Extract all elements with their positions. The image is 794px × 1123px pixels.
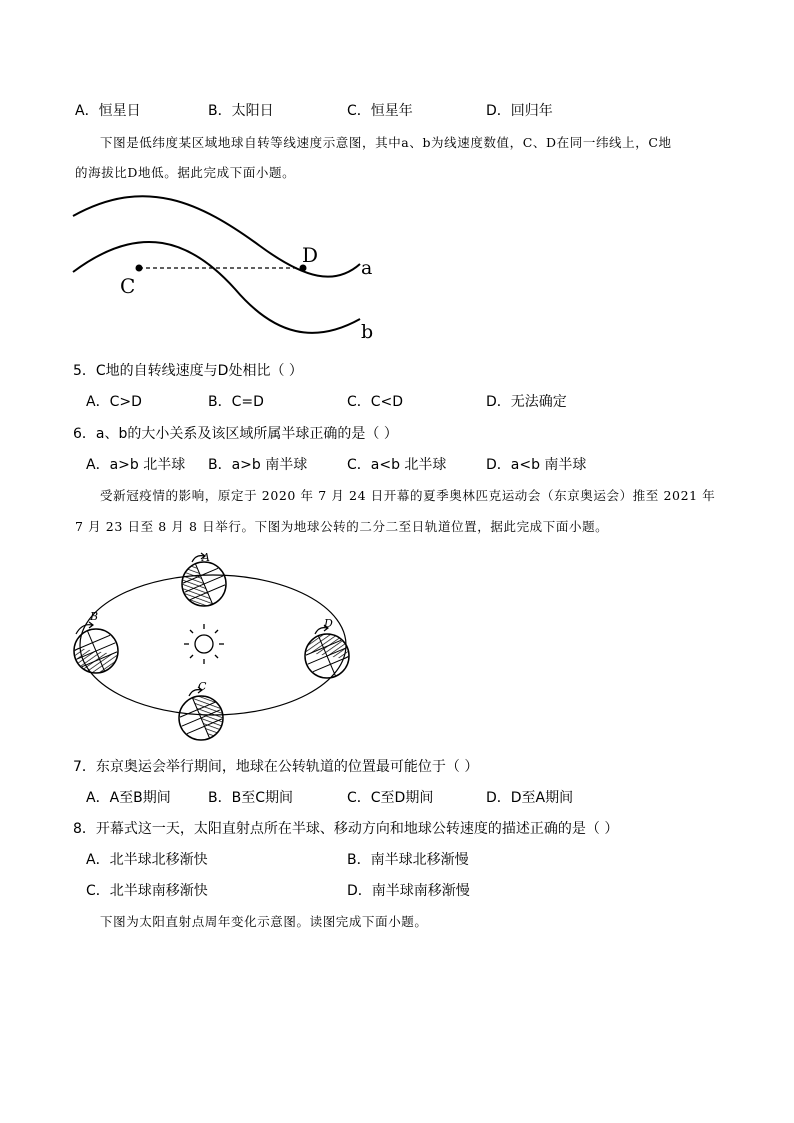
orbit-diagram	[70, 548, 370, 748]
label-c: C	[198, 680, 207, 693]
q8-stem: 8．开幕式这一天，太阳直射点所在半球、移动方向和地球公转速度的描述正确的是（ ）	[73, 821, 619, 837]
label-a: A	[202, 551, 210, 564]
label-d: D	[324, 617, 333, 630]
label-a: a	[361, 257, 373, 279]
q6-option-c: C．a<b 北半球	[347, 457, 447, 473]
intro1-line2: 的海拔比D地低。据此完成下面小题。	[75, 165, 296, 180]
q6-stem: 6．a、b的大小关系及该区域所属半球正确的是（ ）	[73, 426, 398, 442]
intro1-line1: 下图是低纬度某区域地球自转等线速度示意图，其中a、b为线速度数值，C、D在同一纬线上，C地	[100, 135, 672, 150]
q5-stem: 5．C地的自转线速度与D处相比（ ）	[73, 363, 303, 379]
q7-stem: 7．东京奥运会举行期间，地球在公转轨道的位置最可能位于（ ）	[73, 759, 479, 775]
earth-position-b	[68, 622, 124, 679]
q5-option-b: B．C=D	[208, 394, 264, 410]
point-c-dot	[136, 265, 143, 272]
q5-option-d: D．无法确定	[486, 394, 567, 410]
q5-option-a: A．C>D	[86, 394, 142, 410]
intro3-line1: 下图为太阳直射点周年变化示意图。读图完成下面小题。	[100, 914, 428, 929]
q4-option-a: A．恒星日	[75, 103, 141, 119]
q7-option-a: A．A至B期间	[86, 790, 171, 806]
q5-option-c: C．C<D	[347, 394, 404, 410]
earth-position-d	[299, 625, 355, 684]
label-d: D	[302, 243, 319, 267]
sun-icon	[184, 624, 224, 664]
q7-option-d: D．D至A期间	[486, 790, 574, 806]
intro2-line2: 7 月 23 日至 8 月 8 日举行。下图为地球公转的二分二至日轨道位置，据此完成下面小题。	[75, 519, 609, 534]
q4-option-b: B．太阳日	[208, 103, 274, 119]
q8-option-a: A．北半球北移渐快	[86, 852, 208, 868]
label-b: b	[361, 321, 374, 343]
label-c: C	[120, 274, 136, 298]
q4-option-c: C．恒星年	[347, 103, 413, 119]
earth-position-c	[173, 687, 230, 746]
q6-option-a: A．a>b 北半球	[86, 457, 186, 473]
intro2-line1: 受新冠疫情的影响，原定于 2020 年 7 月 24 日开幕的夏季奥林匹克运动会（东京奥运会）推至 2021 年	[100, 488, 716, 503]
q8-option-c: C．北半球南移渐快	[86, 883, 208, 899]
label-b: B	[90, 610, 99, 623]
q8-option-b: B．南半球北移渐慢	[347, 852, 469, 868]
q7-option-c: C．C至D期间	[347, 790, 434, 806]
q4-option-d: D．回归年	[486, 103, 553, 119]
isotach-diagram	[70, 194, 390, 344]
q6-option-d: D．a<b 南半球	[486, 457, 587, 473]
q6-option-b: B．a>b 南半球	[208, 457, 308, 473]
q8-option-d: D．南半球南移渐慢	[347, 883, 470, 899]
q7-option-b: B．B至C期间	[208, 790, 293, 806]
